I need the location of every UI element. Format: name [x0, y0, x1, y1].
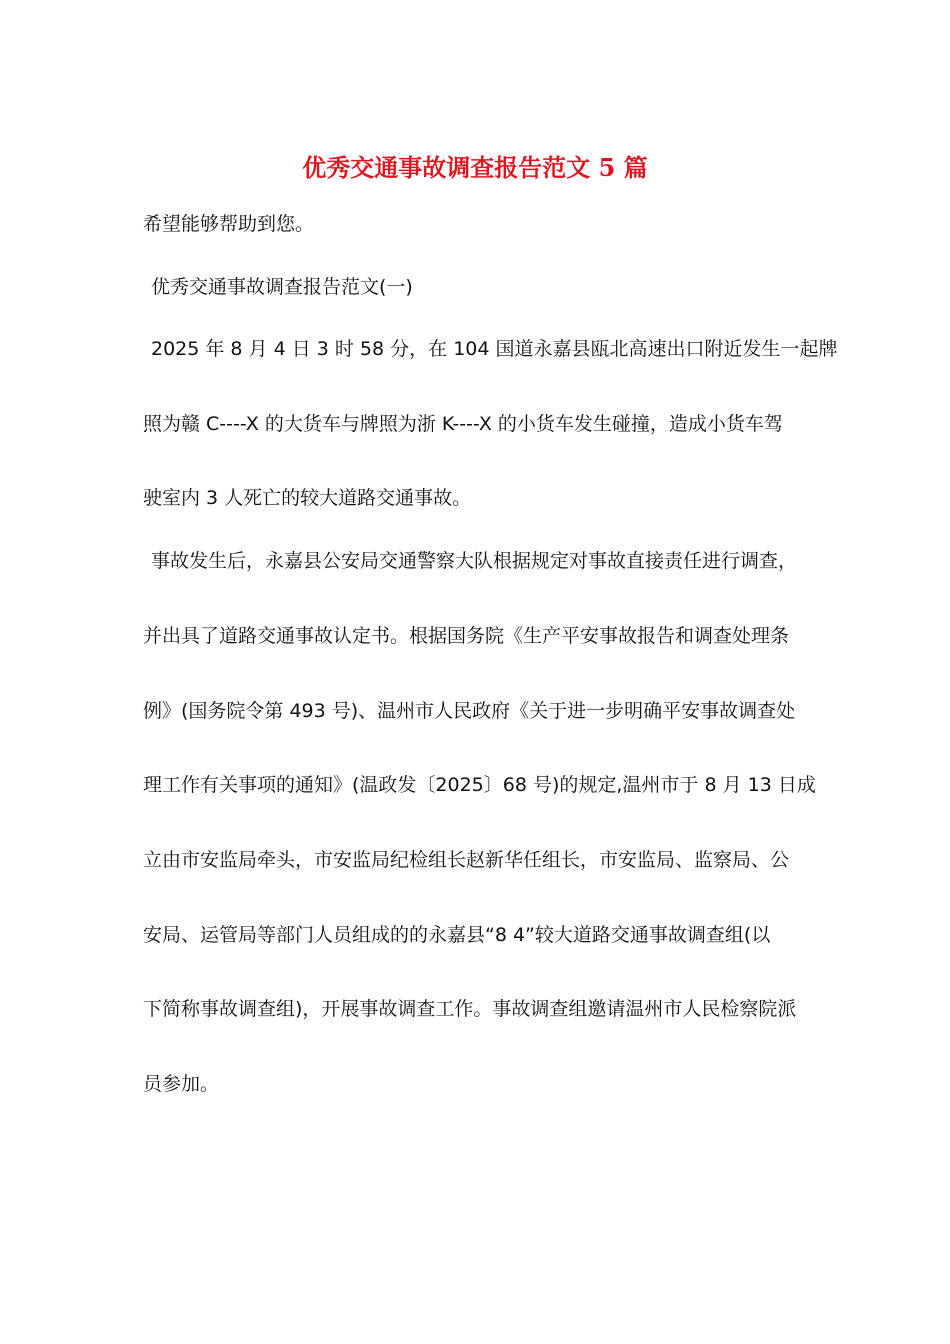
text-line: 下简称事故调查组)，开展事故调查工作。事故调查组邀请温州市人民检察院派	[143, 998, 797, 1020]
text-line: 驶室内 3 人死亡的较大道路交通事故。	[143, 487, 472, 509]
text-line: 例》(国务院令第 493 号)、温州市人民政府《关于进一步明确平安事故调查处	[143, 700, 796, 722]
text-line: 希望能够帮助到您。	[143, 213, 315, 235]
text-line: 2025 年 8 月 4 日 3 时 58 分，在 104 国道永嘉县瓯北高速出口附近发生一起牌	[151, 338, 838, 360]
text-line: 理工作有关事项的通知》(温政发〔2025〕68 号)的规定,温州市于 8 月 13 日成	[143, 774, 816, 796]
text-line: 立由市安监局牵头，市安监局纪检组长赵新华任组长，市安监局、监察局、公	[143, 849, 790, 871]
text-line: 并出具了道路交通事故认定书。根据国务院《生产平安事故报告和调查处理条	[143, 625, 790, 647]
text-line: 安局、运管局等部门人员组成的的永嘉县“8 4”较大道路交通事故调查组(以	[143, 924, 771, 946]
text-line: 照为赣 C----X 的大货车与牌照为浙 K----X 的小货车发生碰撞，造成小货车驾	[143, 413, 783, 435]
text-line: 员参加。	[143, 1073, 220, 1095]
document-title: 优秀交通事故调查报告范文 5 篇	[302, 153, 648, 182]
section-heading: 优秀交通事故调查报告范文(一)	[151, 276, 413, 298]
text-line: 事故发生后，永嘉县公安局交通警察大队根据规定对事故直接责任进行调查，	[151, 550, 798, 572]
